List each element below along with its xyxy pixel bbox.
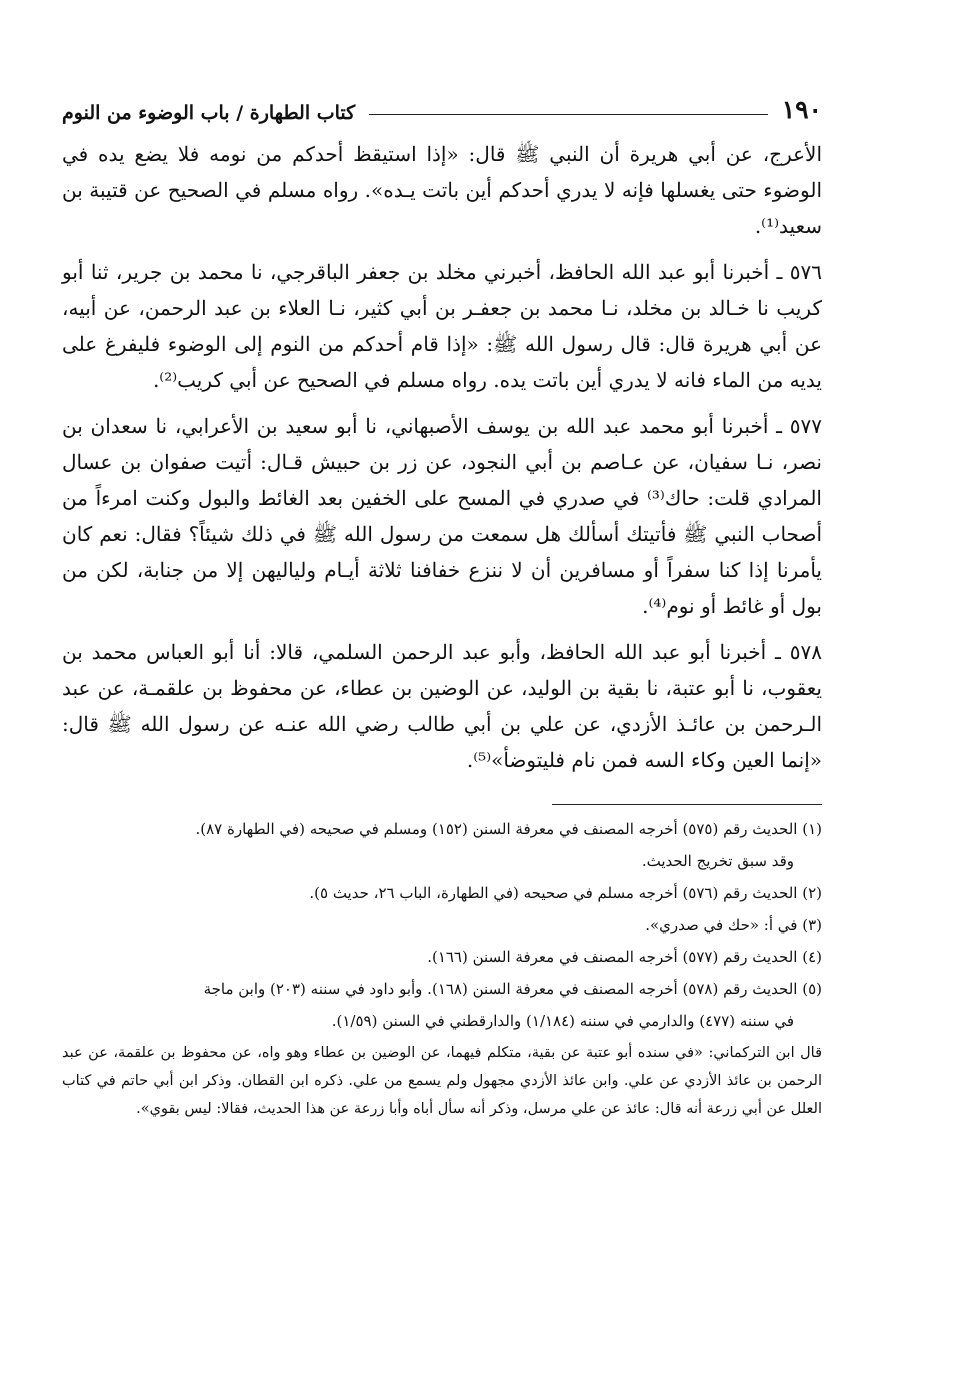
footnote-5-continuation: في سننه (٤٧٧) والدارمي في سننه (١/١٨٤) والدارقطني في السنن (١/٥٩). [331, 1012, 794, 1030]
footnote-4: (٤) الحديث رقم (٥٧٧) أخرجه المصنف في معرفة السنن (١٦٦). [427, 948, 822, 966]
footnote-1-continuation: وقد سبق تخريج الحديث. [641, 852, 794, 870]
footnote-3: (٣) في أ: «حك في صدري». [645, 916, 822, 934]
page-number: ١٩٠ [781, 95, 822, 124]
footnote-5-commentary: قال ابن التركماني: «في سنده أبو عتبة عن بقية، متكلم فيهما، عن الوضين بن عطاء وهو واه، عن محفوظ بن علقمة، عن عبد الرحمن بن عائذ الأزدي عن علي. وابن عائذ الأزدي مجهول ولم يسمع من علي. ذكره ابن القطان. وذكر ابن أبي حاتم في كتاب العلل عن أبي زرعة أنه قال: عائذ عن علي مرسل، وذكر أنه سأل أباه وأبا زرعة عن هذا الحديث، فقالا: ليس بقوي». [62, 1045, 822, 1117]
main-text [62, 136, 822, 778]
hadith-578: ٥٧٨ ـ أخبرنا أبو عبد الله الحافظ، وأبو عبد الرحمن السلمي، قالا: أنا أبو العباس محمد بن يعقوب، نا أبو عتبة، نا بقية بن الوليد، عن الوضين بن عطاء، عن محفوظ بن علقمـة، عن عبد الـرحمن بن عائـذ الأزدي، عن علي بن أبي طالب رضي الله عنـه عن رسول الله ﷺ قال: «إنما العين وكاء السه فمن نام فليتوضأ»⁽⁵⁾. [62, 640, 822, 772]
running-header [62, 84, 822, 124]
paragraph-continuation: الأعرج، عن أبي هريرة أن النبي ﷺ قال: «إذا استيقظ أحدكم من نومه فلا يضع يده في الوضوء حتى يغسلها فإنه لا يدري أحدكم أين باتت يـده». رواه مسلم في الصحيح عن قتيبة بن سعيد⁽¹⁾. [62, 142, 822, 238]
hadith-576: ٥٧٦ ـ أخبرنا أبو عبد الله الحافظ، أخبرني مخلد بن جعفر الباقرجي، نا محمد بن جرير، ثنا أبو كريب نا خـالد بن مخلد، نـا محمد بن جعفـر بن أبي كثير، نـا العلاء بن عبد الرحمن، عن أبيه، عن أبي هريرة قال: قال رسول الله ﷺ: «إذا قام أحدكم من النوم إلى الوضوء فليفرغ على يديه من الماء فانه لا يدري أين باتت يده. رواه مسلم في الصحيح عن أبي كريب⁽²⁾. [62, 260, 822, 392]
footnote-1: (١) الحديث رقم (٥٧٥) أخرجه المصنف في معرفة السنن (١٥٢) ومسلم في صحيحه (في الطهارة ٨٧). [195, 820, 822, 838]
footnote-divider [552, 804, 822, 805]
book-page [62, 84, 822, 1126]
header-rule [369, 114, 768, 115]
hadith-577: ٥٧٧ ـ أخبرنا أبو محمد عبد الله بن يوسف الأصبهاني، نا أبو سعيد بن الأعرابي، نا سعدان بن نصر، نـا سفيان، عن عـاصم بن أبي النجود، عن زر بن حبيش قـال: أتيت صفوان بن عسال المرادي قلت: حاك⁽³⁾ في صدري في المسح على الخفين بعد الغائط والبول وكنت امرءاً من أصحاب النبي ﷺ فأتيتك أسألك هل سمعت من رسول الله ﷺ في ذلك شيئاً؟ فقال: نعم كان يأمرنا إذا كنا سفراً أو مسافرين أن لا ننزع خفافنا ثلاثة أيـام ولياليهن إلا من جنابة، لكن من بول أو غائط أو نوم⁽⁴⁾. [62, 414, 822, 618]
footnotes [62, 815, 822, 1123]
running-title: كتاب الطهارة / باب الوضوء من النوم [62, 102, 356, 124]
footnote-2: (٢) الحديث رقم (٥٧٦) أخرجه مسلم في صحيحه (في الطهارة، الباب ٢٦، حديث ٥). [309, 884, 822, 902]
footnote-5: (٥) الحديث رقم (٥٧٨) أخرجه المصنف في معرفة السنن (١٦٨). وأبو داود في سننه (٢٠٣) وابن ماجة [203, 980, 822, 998]
